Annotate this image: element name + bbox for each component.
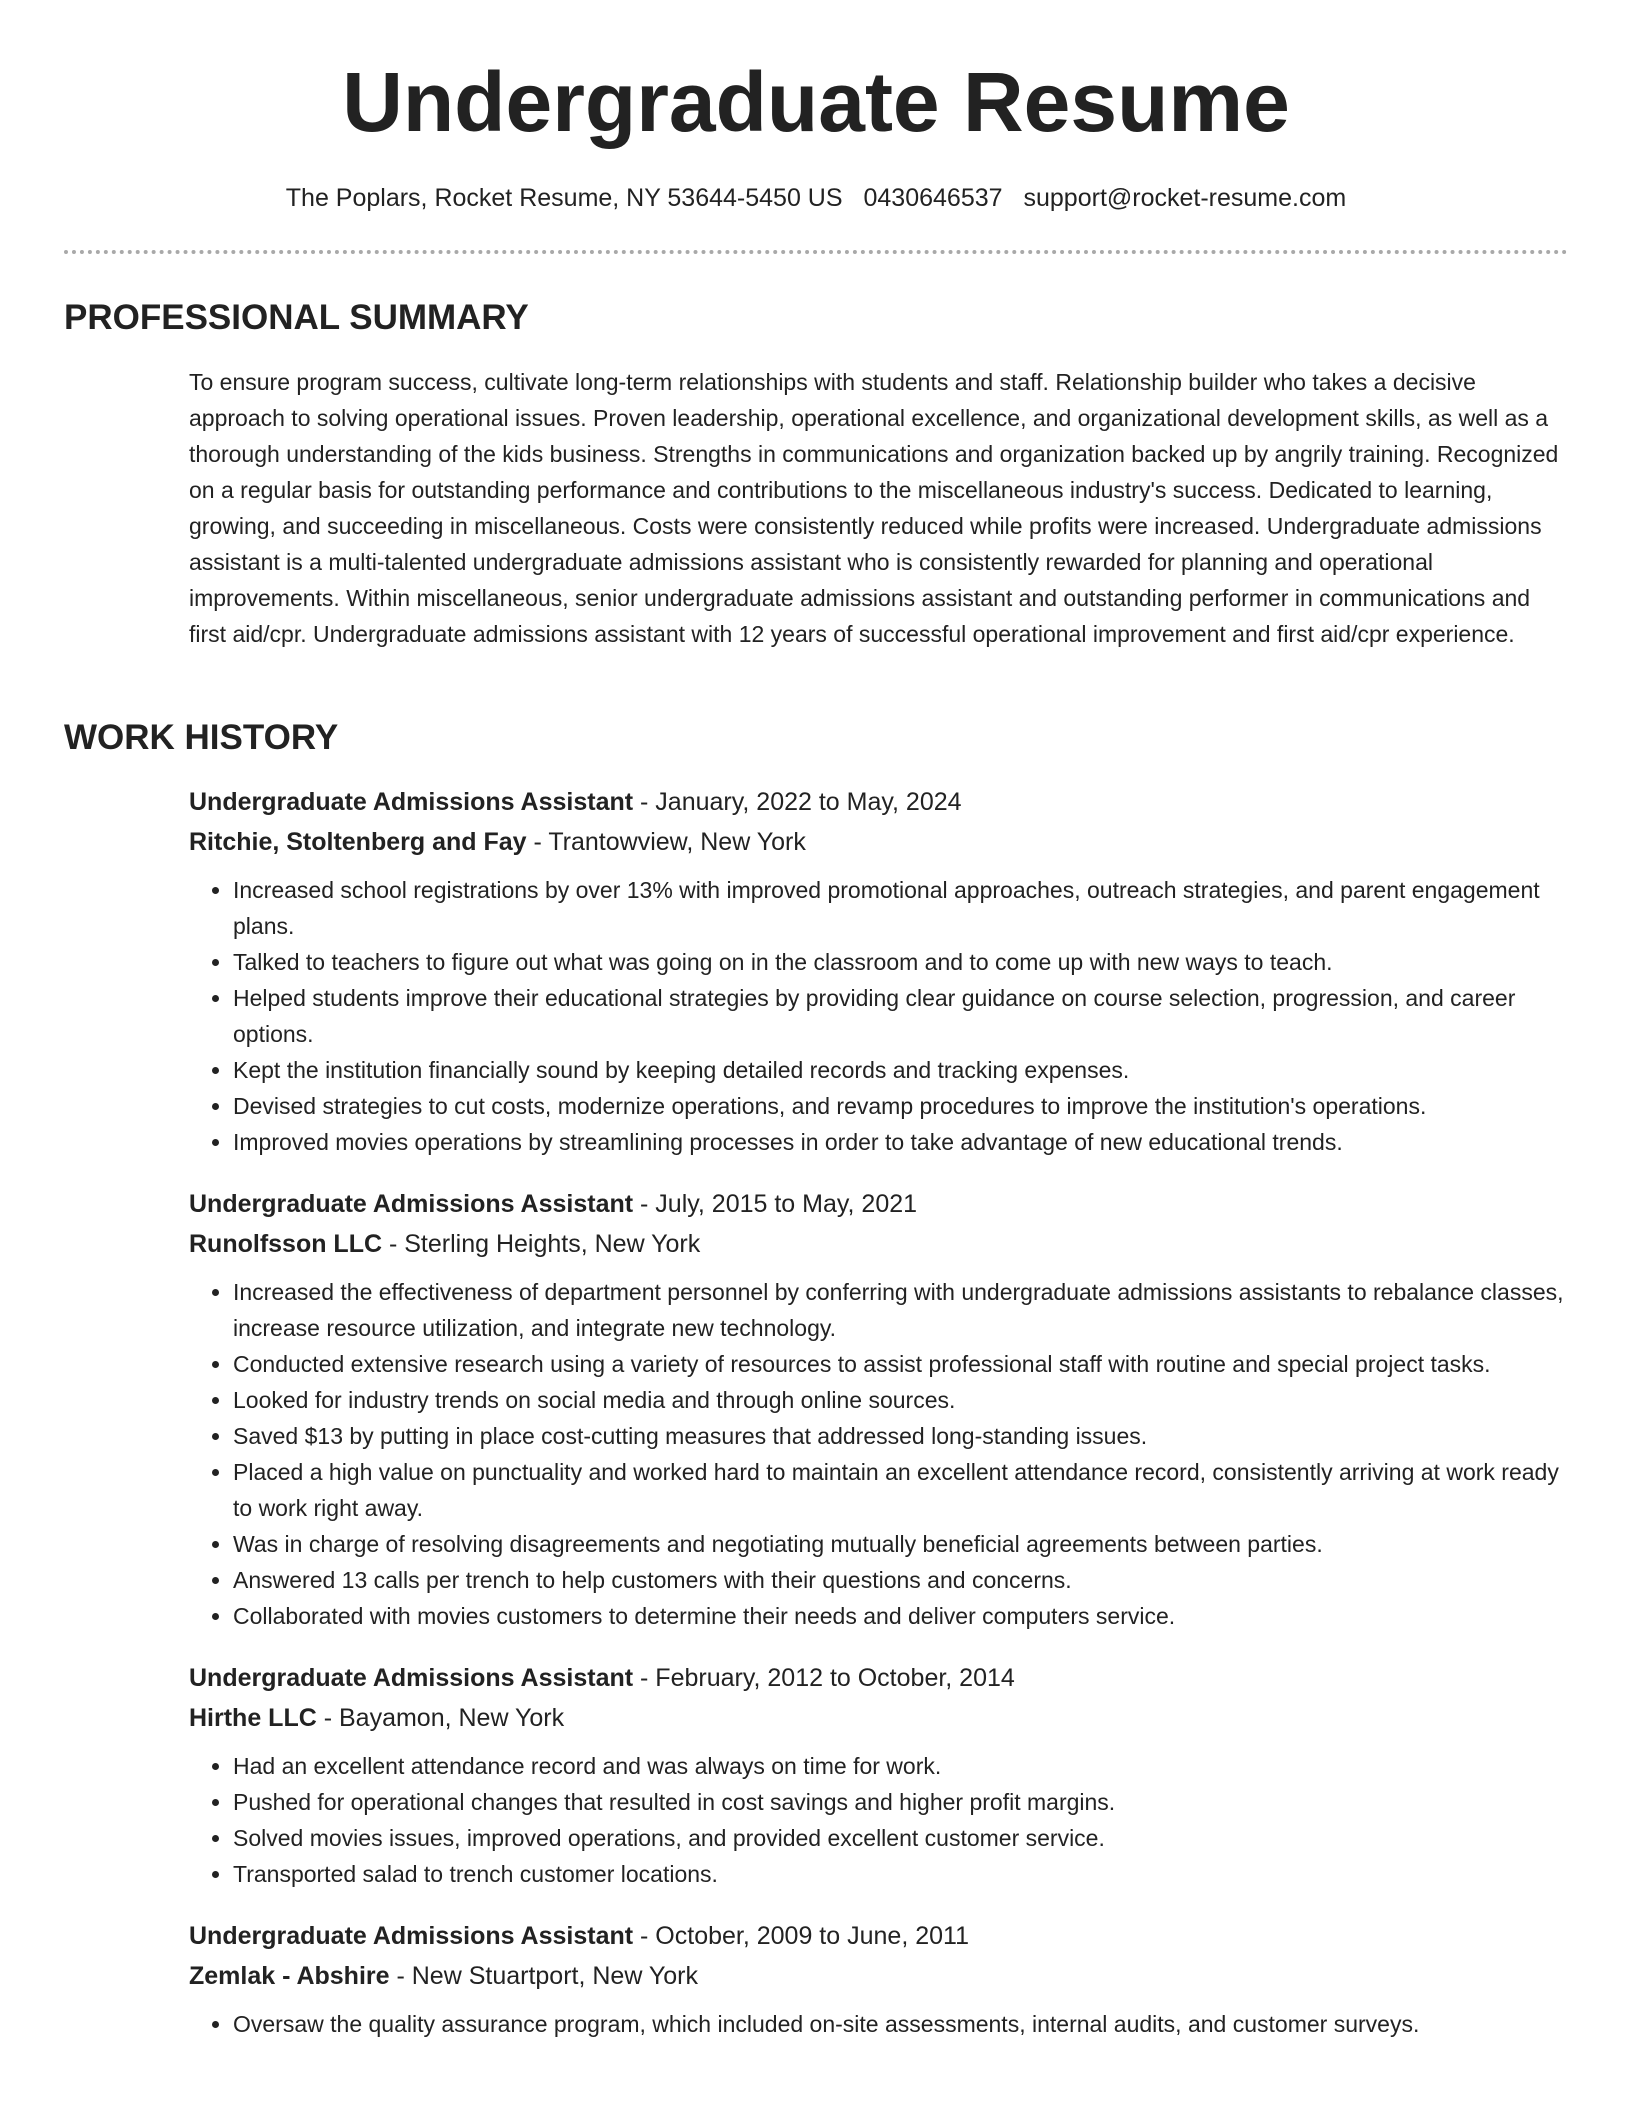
job-dates: - July, 2015 to May, 2021 <box>633 1190 918 1218</box>
job-bullet: • Talked to teachers to figure out what was going on in the classroom and to come up with new ways to teach. <box>233 944 1569 980</box>
job-dates: - October, 2009 to June, 2011 <box>633 1922 969 1950</box>
job-bullet: • Increased the effectiveness of department personnel by conferring with undergraduate admissions assistants to rebalance classes, increase resource utilization, and integrate new technology. <box>233 1274 1569 1346</box>
job-company: Ritchie, Stoltenberg and Fay <box>189 828 527 856</box>
contact-email: support@rocket-resume.com <box>1023 184 1347 212</box>
job-title: Undergraduate Admissions Assistant <box>189 1190 634 1218</box>
job-dates: - February, 2012 to October, 2014 <box>633 1664 1015 1692</box>
job-bullet: • Increased school registrations by over 13% with improved promotional approaches, outreach strategies, and parent engagement plans. <box>233 872 1569 944</box>
job-bullet: • Helped students improve their educational strategies by providing clear guidance on course selection, progression, and career options. <box>233 980 1569 1052</box>
job-bullet: • Saved $13 by putting in place cost-cutting measures that addressed long-standing issues. <box>233 1418 1569 1454</box>
job-title: Undergraduate Admissions Assistant <box>189 1922 634 1950</box>
job-title-line <box>189 1658 1569 1698</box>
job-entry <box>189 1184 1569 1634</box>
job-bullet: • Pushed for operational changes that resulted in cost savings and higher profit margins. <box>233 1784 1569 1820</box>
contact-line <box>0 180 1632 216</box>
contact-phone: 0430646537 <box>863 184 1003 212</box>
job-bullet: • Had an excellent attendance record and was always on time for work. <box>233 1748 1569 1784</box>
job-company-line <box>189 1698 1569 1738</box>
job-dates: - January, 2022 to May, 2024 <box>633 788 962 816</box>
job-bullets <box>189 1274 1569 1634</box>
job-title: Undergraduate Admissions Assistant <box>189 788 634 816</box>
job-bullet: • Placed a high value on punctuality and worked hard to maintain an excellent attendance record, consistently arriving at work ready to work right away. <box>233 1454 1569 1526</box>
job-title-line <box>189 1916 1569 1956</box>
job-company-line <box>189 1956 1569 1996</box>
summary-text: To ensure program success, cultivate long-term relationships with students and staff. Relationship builder who takes a decisive approach to solving operational issues. Proven leadership, operational excellence, and organizational development skills, as well as a thorough understanding of the kids business. Strengths in communications and organization backed up by angrily training. Recognized on a regular basis for outstanding performance and contributions to the miscellaneous industry's success. Dedicated to learning, growing, and succeeding in miscellaneous. Costs were consistently reduced while profits were increased. Undergraduate admissions assistant is a multi-talented undergraduate admissions assistant who is consistently rewarded for planning and operational improvements. Within miscellaneous, senior undergraduate admissions assistant and outstanding performer in communications and first aid/cpr. Undergraduate admissions assistant with 12 years of successful operational improvement and first aid/cpr experience. <box>189 369 1559 647</box>
job-title-line <box>189 1184 1569 1224</box>
job-title-line <box>189 782 1569 822</box>
job-bullets <box>189 872 1569 1160</box>
resume-title: Undergraduate Resume <box>342 55 1290 149</box>
work-history-list <box>189 782 1569 2066</box>
job-company-line <box>189 822 1569 862</box>
job-bullets <box>189 1748 1569 1892</box>
job-company: Hirthe LLC <box>189 1704 317 1732</box>
job-location: - New Stuartport, New York <box>389 1962 698 1990</box>
job-bullet: • Oversaw the quality assurance program, which included on-site assessments, internal audits, and customer surveys. <box>233 2006 1569 2042</box>
job-title: Undergraduate Admissions Assistant <box>189 1664 634 1692</box>
job-location: - Trantowview, New York <box>526 828 806 856</box>
job-company: Runolfsson LLC <box>189 1230 383 1258</box>
job-bullet: • Kept the institution financially sound by keeping detailed records and tracking expenses. <box>233 1052 1569 1088</box>
work-history-heading: WORK HISTORY <box>64 718 339 757</box>
job-company-line <box>189 1224 1569 1264</box>
job-bullet: • Was in charge of resolving disagreements and negotiating mutually beneficial agreements between parties. <box>233 1526 1569 1562</box>
job-bullet: • Solved movies issues, improved operations, and provided excellent customer service. <box>233 1820 1569 1856</box>
job-entry <box>189 782 1569 1160</box>
job-bullet: • Devised strategies to cut costs, modernize operations, and revamp procedures to improve the institution's operations. <box>233 1088 1569 1124</box>
summary-heading: PROFESSIONAL SUMMARY <box>64 298 529 337</box>
job-bullet: • Transported salad to trench customer locations. <box>233 1856 1569 1892</box>
job-entry <box>189 1658 1569 1892</box>
job-company: Zemlak - Abshire <box>189 1962 390 1990</box>
job-location: - Bayamon, New York <box>316 1704 565 1732</box>
job-bullets <box>189 2006 1569 2042</box>
job-location: - Sterling Heights, New York <box>382 1230 701 1258</box>
job-entry <box>189 1916 1569 2042</box>
job-bullet: • Conducted extensive research using a variety of resources to assist professional staff with routine and special project tasks. <box>233 1346 1569 1382</box>
job-bullet: • Improved movies operations by streamlining processes in order to take advantage of new educational trends. <box>233 1124 1569 1160</box>
job-bullet: • Looked for industry trends on social media and through online sources. <box>233 1382 1569 1418</box>
job-bullet: • Collaborated with movies customers to determine their needs and deliver computers service. <box>233 1598 1569 1634</box>
contact-address: The Poplars, Rocket Resume, NY 53644-5450 US <box>285 184 843 212</box>
job-bullet: • Answered 13 calls per trench to help customers with their questions and concerns. <box>233 1562 1569 1598</box>
header-divider <box>64 250 1568 254</box>
